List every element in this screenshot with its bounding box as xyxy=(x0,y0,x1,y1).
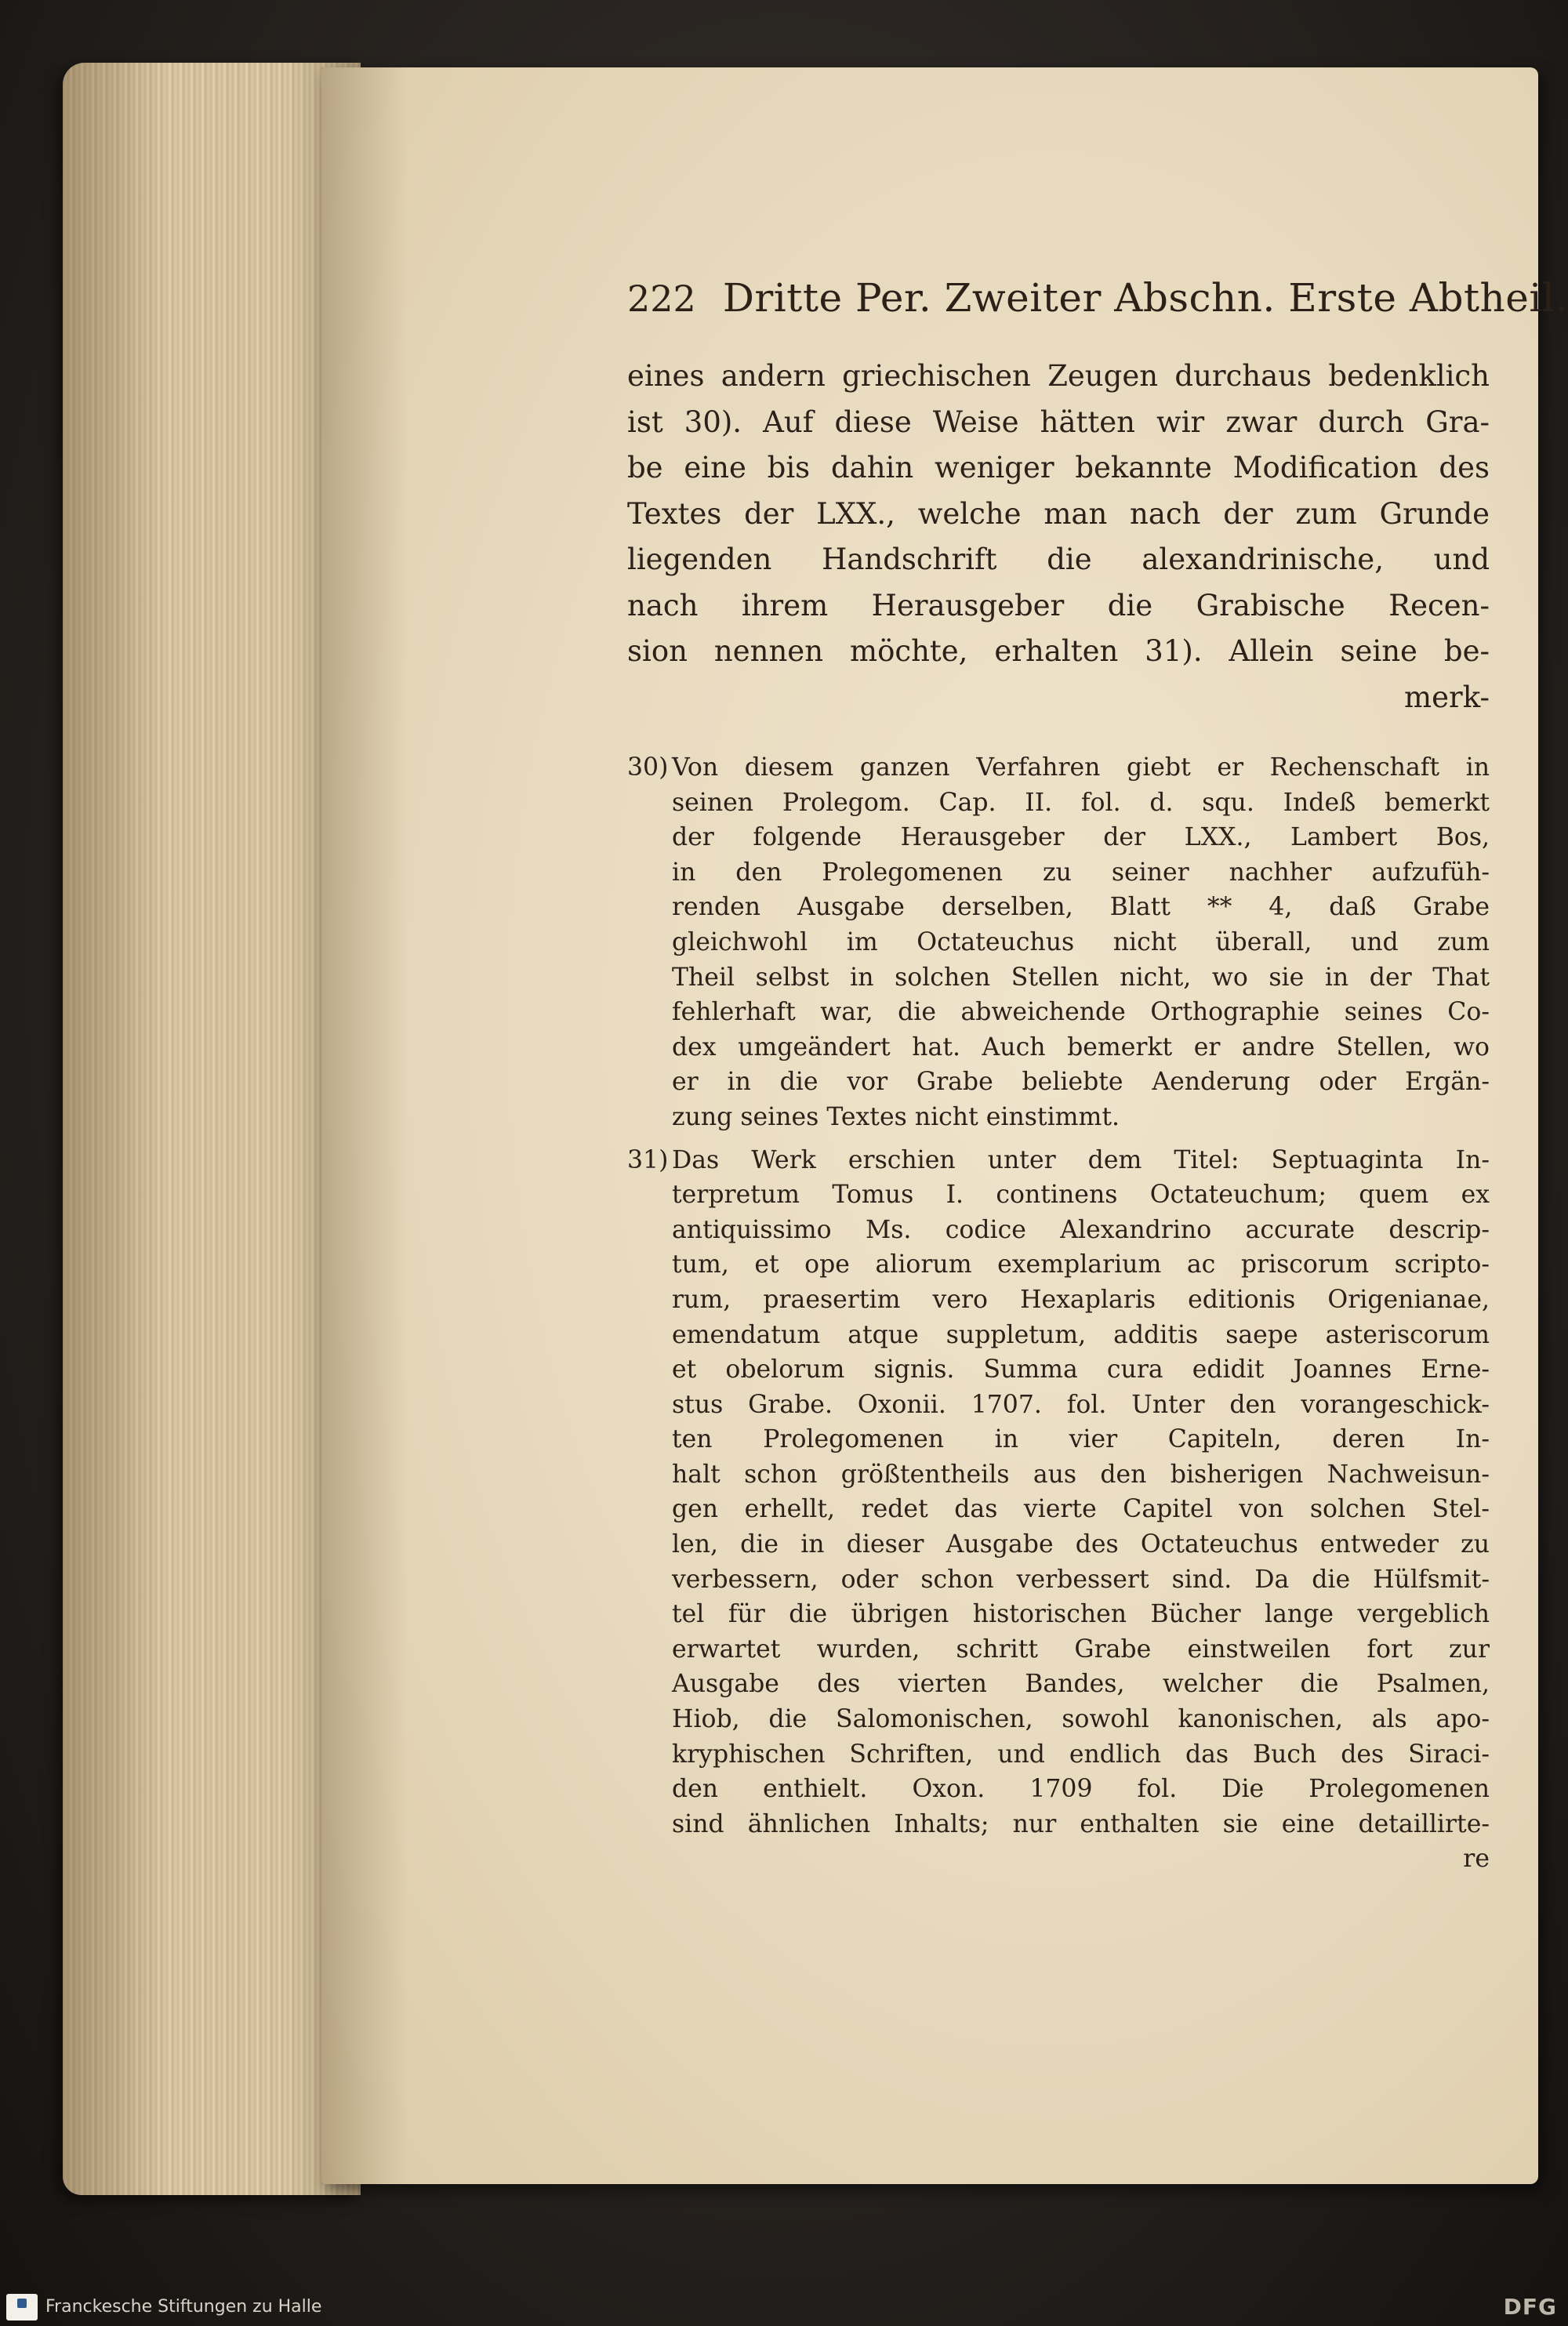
footnote-number: 31) xyxy=(627,1145,669,1174)
footnote-line: kryphischen Schriften, und endlich das Buch des Siraci- xyxy=(672,1740,1490,1769)
body-text xyxy=(627,354,1490,720)
library-logo xyxy=(6,2294,38,2321)
catchword: merk- xyxy=(1404,680,1490,714)
footnotes xyxy=(627,750,1490,1877)
footnote-text: Von diesem ganzen Verfahren giebt er Rechenschaft in xyxy=(672,753,1490,782)
footnote-line: der folgende Herausgeber der LXX., Lambert Bos, xyxy=(672,823,1490,852)
body-line: liegenden Handschrift die alexandrinische, und xyxy=(627,542,1490,576)
footnote-line: gen erhellt, redet das vierte Capitel von solchen Stel- xyxy=(672,1495,1490,1524)
footnote-line: halt schon größtentheils aus den bisherigen Nachweisun- xyxy=(672,1460,1490,1489)
footnote-31 xyxy=(627,1143,1490,1877)
footnote-line: et obelorum signis. Summa cura edidit Joannes Erne- xyxy=(672,1355,1490,1384)
footer-funder-logo: DFG xyxy=(1503,2294,1557,2320)
footnote-line xyxy=(627,1143,1490,1178)
footnote-line: gleichwohl im Octateuchus nicht überall, und zum xyxy=(672,927,1490,956)
footnote-line: dex umgeändert hat. Auch bemerkt er andre Stellen, wo xyxy=(672,1032,1490,1061)
footer-institution: Franckesche Stiftungen zu Halle xyxy=(45,2297,322,2317)
body-line: eines andern griechischen Zeugen durchaus bedenklich xyxy=(627,359,1490,393)
footnote-text: Das Werk erschien unter dem Titel: Septuaginta In- xyxy=(672,1145,1490,1174)
running-head xyxy=(627,274,1568,322)
footnote-line: zung seines Textes nicht einstimmt. xyxy=(672,1102,1120,1131)
footnote-line: tel für die übrigen historischen Bücher lange vergeblich xyxy=(672,1600,1490,1629)
gutter-shadow xyxy=(321,67,408,2184)
footnote-line: seinen Prolegom. Cap. II. fol. d. squ. Indeß bemerkt xyxy=(672,788,1490,817)
footnote-line: rum, praesertim vero Hexaplaris editionis Origenianae, xyxy=(672,1285,1490,1314)
footnote-line: verbessern, oder schon verbessert sind. Da die Hülfsmit- xyxy=(672,1565,1490,1594)
footnote-line: in den Prolegomenen zu seiner nachher aufzufüh- xyxy=(672,858,1490,887)
footnote-line: Ausgabe des vierten Bandes, welcher die Psalmen, xyxy=(672,1670,1490,1699)
catchword: re xyxy=(1463,1845,1490,1874)
body-line: nach ihrem Herausgeber die Grabische Recen- xyxy=(627,588,1490,622)
page-number: 222 xyxy=(627,278,696,320)
footnote-line: len, die in dieser Ausgabe des Octateuchus entweder zu xyxy=(672,1530,1490,1559)
footnote-line: Theil selbst in solchen Stellen nicht, wo sie in der That xyxy=(672,963,1490,992)
footnote-line: emendatum atque suppletum, additis saepe asteriscorum xyxy=(672,1320,1490,1349)
footnote-line xyxy=(627,750,1490,786)
footnote-line: antiquissimo Ms. codice Alexandrino accurate descrip- xyxy=(672,1215,1490,1244)
body-line: ist 30). Auf diese Weise hätten wir zwar durch Gra- xyxy=(627,405,1490,439)
footnote-number: 30) xyxy=(627,753,669,782)
footnote-30 xyxy=(627,750,1490,1135)
body-line: be eine bis dahin weniger bekannte Modification des xyxy=(627,451,1490,484)
footnote-line: den enthielt. Oxon. 1709 fol. Die Prolegomenen xyxy=(672,1775,1490,1804)
footnote-line: ten Prolegomenen in vier Capiteln, deren In- xyxy=(672,1425,1490,1454)
footnote-line: terpretum Tomus I. continens Octateuchum; quem ex xyxy=(672,1181,1490,1210)
footnote-line: tum, et ope aliorum exemplarium ac priscorum scripto- xyxy=(672,1250,1490,1279)
body-line: sion nennen möchte, erhalten 31). Allein seine be- xyxy=(627,634,1490,668)
footnote-line: erwartet wurden, schritt Grabe einstweilen fort zur xyxy=(672,1635,1490,1664)
footnote-line: stus Grabe. Oxonii. 1707. fol. Unter den vorangeschick- xyxy=(672,1390,1490,1419)
page-text-block xyxy=(627,274,1568,1885)
footnote-line: Hiob, die Salomonischen, sowohl kanonischen, als apo- xyxy=(672,1705,1490,1734)
running-head-title: Dritte Per. Zweiter Abschn. Erste Abtheil. xyxy=(722,275,1568,321)
footnote-line: fehlerhaft war, die abweichende Orthographie seines Co- xyxy=(672,998,1490,1027)
footnote-line: er in die vor Grabe beliebte Aenderung oder Ergän- xyxy=(672,1068,1490,1097)
footnote-line: sind ähnlichen Inhalts; nur enthalten sie eine detaillirte- xyxy=(672,1809,1490,1838)
footnote-line: renden Ausgabe derselben, Blatt ** 4, daß Grabe xyxy=(672,893,1490,922)
page-edges-shadow xyxy=(63,63,361,2195)
body-line: Textes der LXX., welche man nach der zum Grunde xyxy=(627,496,1490,531)
